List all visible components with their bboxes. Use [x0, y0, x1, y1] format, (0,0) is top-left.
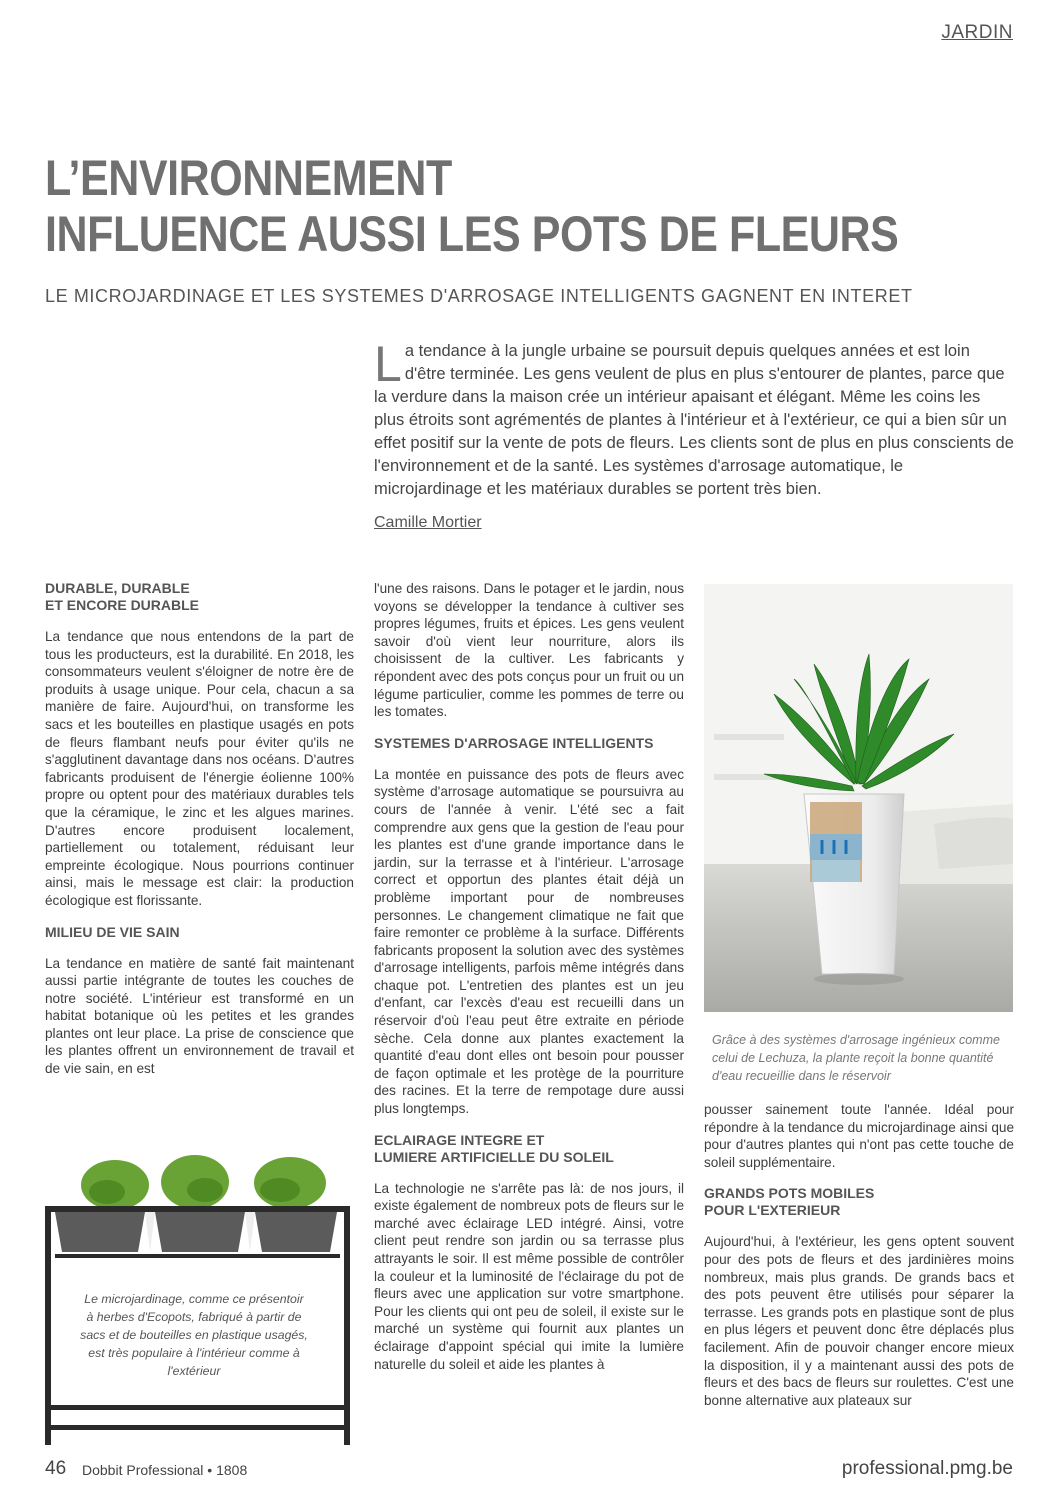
magazine-name: Dobbit Professional • 1808: [82, 1462, 248, 1478]
paragraph-soleil: pousser sainement toute l'année. Idéal pour répondre à la tendance du microjardinage ainsi que pour d'autres plantes qui n'ont pas cette touche de soleil supplémentaire.: [704, 1102, 1014, 1170]
paragraph-eclairage: La technologie ne s'arrête pas là: de nos jours, il existe également de nombreux pots de fleurs sur le marché avec éclairage LED intégré. Ainsi, votre client peut rendre son jardin ou sa terrasse plus attrayants le soir. Il est même possible de contrôler la couleur et la luminosité de l'éclairage du pot de fleurs avec une application sur votre smartphone. Pour les clients qui ont peu de soleil, il existe sur le marché un système qui fournit aux plantes un éclairage d'appoint spécial qui imite la lumière naturelle du soleil et aide les plantes à: [374, 1180, 684, 1372]
heading-grands-pots: GRANDS POTS MOBILES POUR L'EXTERIEUR: [704, 1185, 875, 1219]
author-byline[interactable]: Camille Mortier: [374, 514, 482, 531]
section-label: JARDIN: [941, 22, 1013, 43]
intro-text: a tendance à la jungle urbaine se poursuit depuis quelques années et est loin d'être terminée. Les gens veulent de plus en plus s'entourer de plantes, parce que la verdure dans la maison crée un intérieur apaisant et élégant. Même les coins les plus étroits sont agrémentés de plantes à l'intérieur et à l'extérieur, ce qui a bien sûr un effet positif sur la vente de pots de fleurs. Les clients sont de plus en plus conscients de l'environnement et de la santé. Les systèmes d'arrosage automatique, le microjardinage et les matériaux durables se portent très bien.: [374, 342, 1014, 498]
paragraph-milieu: La tendance en matière de santé fait maintenant aussi partie intégrante de toutes les couches de notre société. L'intérieur est transformé en un habitat botanique où les petites et les grandes plantes ont leur place. La prise de conscience que les plantes offrent un environnement de travail et de vie sain, en est: [45, 955, 354, 1077]
website-link[interactable]: professional.pmg.be: [841, 1458, 1013, 1479]
title-line-1: L’ENVIRONNEMENT: [45, 150, 452, 206]
article-title: [45, 150, 899, 262]
page-number: 46: [45, 1458, 67, 1479]
title-line-2: INFLUENCE AUSSI LES POTS DE FLEURS: [45, 206, 899, 262]
heading-eclairage: ECLAIRAGE INTEGRE ET LUMIERE ARTIFICIELLE DU SOLEIL: [374, 1131, 614, 1165]
article-intro: [374, 336, 1014, 501]
drop-cap: L: [374, 336, 402, 392]
paragraph-durable: La tendance que nous entendons de la part de tous les producteurs, est la durabilité. En 2018, les consommateurs veulent s'éloigner de notre ère de produits à usage unique. Pour cela, chacun a sa manière de faire. Aujourd'hui, on transforme les sacs et les bouteilles en plastique usagés en pots de fleurs flambant neufs pour éviter qu'ils ne s'agglutinent davantage dans nos océans. D'autres fabricants produisent de l'énergie éolienne 100% propre ou optent pour des matériaux durables tels que la céramique, le zinc et les algues marines. D'autres encore produisent localement, partiellement ou totalement, réduisant leur empreinte écologique. Nous pourrions continuer ainsi, mais le message est clair: la production écologique est florissante.: [45, 629, 354, 908]
paragraph-arrosage: La montée en puissance des pots de fleurs avec système d'arrosage automatique se poursuivra au cours de l'année à venir. L'été sec a fait comprendre aux gens que la gestion de l'eau pour les plantes est d'une grande importance dans le jardin, sur la terrasse et à l'intérieur. L'arrosage correct et opportun des plantes était déjà un problème important pour de nombreuses personnes. Le changement climatique ne fait que faire remonter ce problème à la surface. Différents fabricants proposent la solution avec des systèmes d'arrosage intelligents, parfois même intégrés dans chaque pot. L'entretien des plantes est un jeu d'enfant, car l'excès d'eau est recueilli dans un réservoir d'où l'eau peut être extraite en période sèche. Cela donne aux plantes exactement la quantité d'eau dont elles ont besoin pour pousser de façon optimale et les protège de la pourriture des racines. Et la terre de rempotage dure aussi plus longtemps.: [374, 766, 684, 1117]
column-3: [704, 1101, 1014, 1423]
lechuza-pot-illustration: [704, 584, 1013, 1012]
photo-lechuza-pot: [704, 584, 1013, 1012]
heading-durable: DURABLE, DURABLE ET ENCORE DURABLE: [45, 580, 200, 613]
article-subtitle: LE MICROJARDINAGE ET LES SYSTEMES D'ARROSAGE INTELLIGENTS GAGNENT EN INTERET: [45, 286, 913, 306]
paragraph-grands-pots: Aujourd'hui, à l'extérieur, les gens optent souvent pour des pots de fleurs et des jardinières moins nombreux, mais plus grands. De grands bacs et des pots peuvent être utilisés pour séparer la terrasse. Les grands pots en plastique sont de plus en plus légers et peuvent donc être déplacés plus facilement. Afin de pouvoir changer encore mieux la disposition, il y a maintenant aussi des pots de fleurs et des bacs de fleurs sur roulettes. C'est une bonne alternative aux plateaux sur: [704, 1234, 1014, 1408]
caption-lechuza: Grâce à des systèmes d'arrosage ingénieux comme celui de Lechuza, la plante reçoit la bonne quantité d'eau recueillie dans le réservoir: [712, 1033, 1000, 1083]
column-1: [45, 580, 354, 1092]
heading-arrosage: SYSTEMES D'ARROSAGE INTELLIGENTS: [374, 734, 654, 751]
paragraph-potager: l'une des raisons. Dans le potager et le jardin, nous voyons se développer la tendance à cultiver ses propres légumes, fruits et épices. Les gens veulent savoir d'où vient leur nourriture, alors ils choisissent de la cultiver. Les fabricants y répondent avec des pots conçus pour un fruit ou un légume particulier, comme les pommes de terre ou les tomates.: [374, 581, 684, 720]
column-2: [374, 580, 684, 1387]
heading-milieu: MILIEU DE VIE SAIN: [45, 923, 180, 940]
caption-ecopots: Le microjardinage, comme ce présentoir à herbes d'Ecopots, fabriqué à partir de sacs et de bouteilles en plastique usagés, est très populaire à l'intérieur comme à l'extérieur: [80, 1292, 308, 1378]
